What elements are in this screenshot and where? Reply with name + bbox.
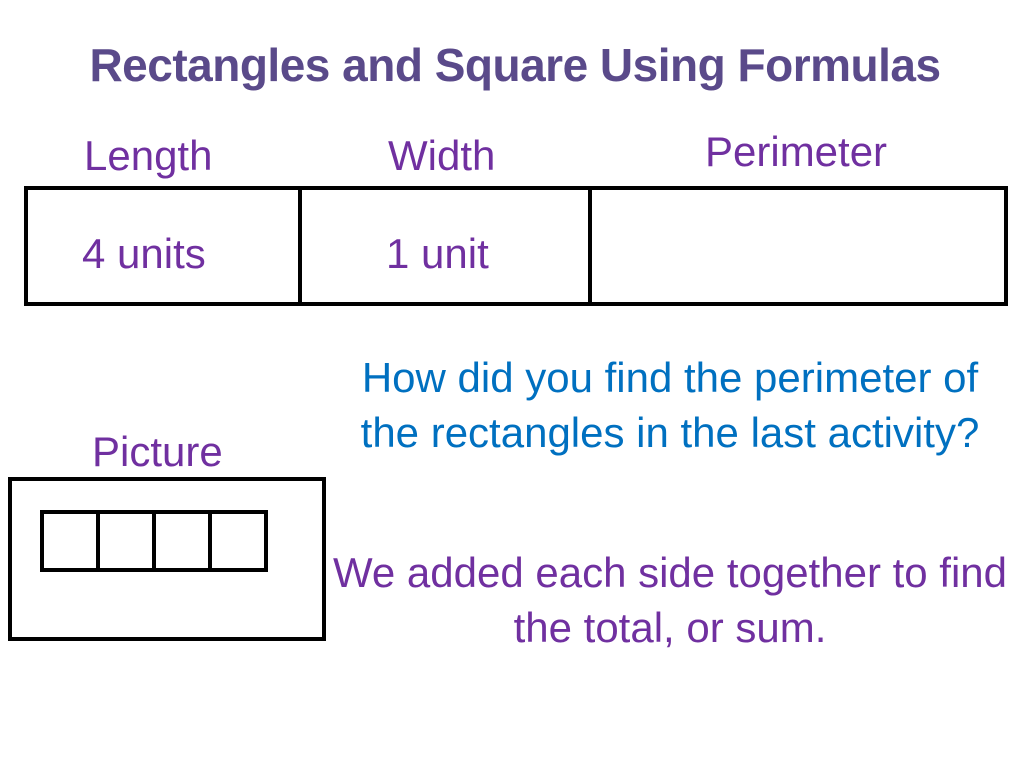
perimeter-cell [592,190,1004,302]
length-value: 4 units [82,230,206,277]
unit-squares-row [40,510,264,572]
header-width: Width [388,132,496,179]
length-cell [28,190,302,302]
unit-square [40,510,100,572]
width-value: 1 unit [386,230,489,277]
unit-square [96,510,156,572]
unit-square [152,510,212,572]
unit-square [208,510,268,572]
picture-label: Picture [92,428,223,475]
slide-title: Rectangles and Square Using Formulas [89,39,941,91]
header-perimeter: Perimeter [705,128,888,175]
answer-text: We added each side together to find the total, or sum. [332,549,1008,651]
width-cell [302,190,592,302]
question-text: How did you find the perimeter of the rectangles in the last activity? [360,354,980,456]
header-length: Length [84,132,213,179]
measurements-table [24,186,1008,306]
